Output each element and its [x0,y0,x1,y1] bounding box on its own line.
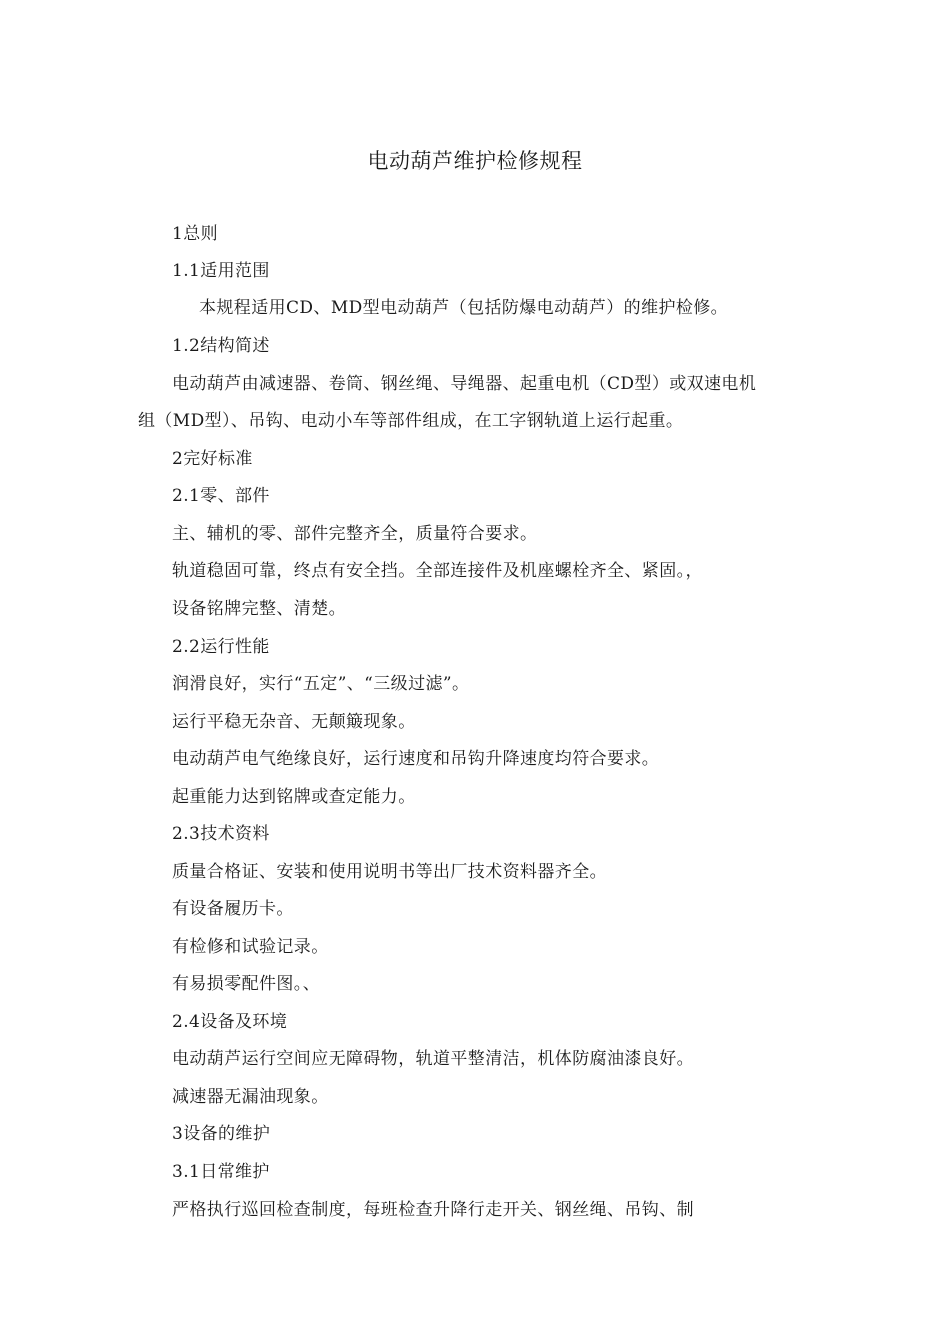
paragraph-parts-1: 主、辅机的零、部件完整齐全，质量符合要求。 [172,524,538,544]
paragraph-performance-1: 润滑良好，实行“五定”、“三级过滤”。 [172,674,470,694]
paragraph-parts-2: 轨道稳固可靠，终点有安全挡。全部连接件及机座螺栓齐全、紧固。， [172,561,703,581]
document-title: 电动葫芦维护检修规程 [367,149,583,173]
heading-2-2-performance: 2.2运行性能 [172,637,270,657]
paragraph-tech-docs-4: 有易损零配件图。、 [172,974,321,994]
paragraph-environment-1: 电动葫芦运行空间应无障碍物，轨道平整清洁，机体防腐油漆良好。 [172,1049,694,1069]
paragraph-environment-2: 减速器无漏油现象。 [172,1087,329,1107]
paragraph-tech-docs-1: 质量合格证、安装和使用说明书等出厂技术资料器齐全。 [172,862,607,882]
paragraph-performance-4: 起重能力达到铭牌或查定能力。 [172,787,416,807]
heading-2-4-environment: 2.4设备及环境 [172,1012,288,1032]
paragraph-structure-line-2: 组（MD型）、吊钩、电动小车等部件组成，在工字钢轨道上运行起重。 [138,411,684,431]
paragraph-tech-docs-3: 有检修和试验记录。 [172,937,329,957]
heading-3-1-daily: 3.1日常维护 [172,1162,270,1182]
heading-2-standards: 2完好标准 [172,449,253,469]
paragraph-daily-1: 严格执行巡回检查制度，每班检查升降行走开关、钢丝绳、吊钩、制 [172,1200,694,1220]
heading-3-maintenance: 3设备的维护 [172,1124,271,1144]
paragraph-parts-3: 设备铭牌完整、清楚。 [172,599,346,619]
heading-1-general: 1总则 [172,224,219,244]
heading-2-3-tech-docs: 2.3技术资料 [172,824,270,844]
heading-1-2-structure: 1.2结构简述 [172,336,270,356]
paragraph-performance-3: 电动葫芦电气绝缘良好，运行速度和吊钩升降速度均符合要求。 [172,749,660,769]
paragraph-performance-2: 运行平稳无杂音、无颠簸现象。 [172,712,416,732]
paragraph-scope: 本规程适用CD、MD型电动葫芦（包括防爆电动葫芦）的维护检修。 [199,298,729,318]
paragraph-tech-docs-2: 有设备履历卡。 [172,899,294,919]
heading-2-1-parts: 2.1零、部件 [172,486,270,506]
paragraph-structure-line-1: 电动葫芦由减速器、卷筒、钢丝绳、导绳器、起重电机（CD型）或双速电机 [172,374,757,394]
heading-1-1-scope: 1.1适用范围 [172,261,270,281]
